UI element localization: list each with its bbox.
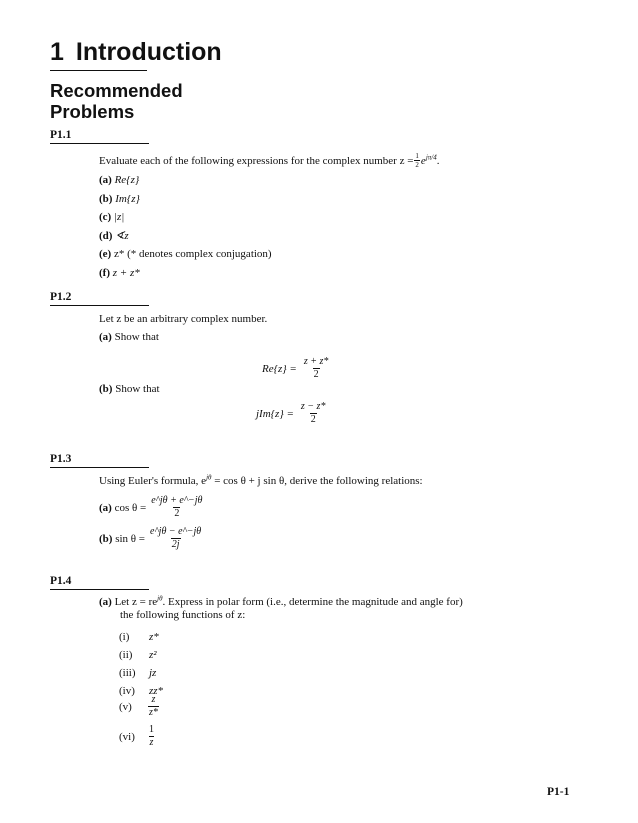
eq-denominator: 2: [313, 369, 319, 380]
part-label: (a): [99, 501, 112, 514]
part-label: (a): [99, 596, 112, 608]
item-expr: jz: [149, 667, 157, 679]
section-line-1: Recommended: [50, 80, 183, 101]
eq-denominator: 2: [174, 508, 180, 519]
list-item: [119, 664, 163, 682]
eq-denominator: 2j: [171, 539, 180, 550]
item-expr: z²: [149, 649, 157, 661]
p13-intro-sup: jθ: [206, 473, 212, 482]
problem-rule-p12: [50, 305, 149, 306]
problem-rule-p14: [50, 589, 149, 590]
p11-intro-text: Evaluate each of the following expressions for the complex number z =: [99, 154, 414, 167]
problem-label-p12: P1.2: [50, 291, 72, 303]
problem-label-p14: P1.4: [50, 575, 72, 587]
eq-numerator: e^jθ + e^−jθ: [151, 495, 203, 506]
chapter-rule: [50, 70, 147, 71]
problem-rule-p13: [50, 467, 149, 468]
p14-part-a-line-2: the following functions of z:: [120, 609, 246, 621]
eq-fraction: [300, 401, 327, 426]
chapter-number: 1: [50, 38, 64, 66]
item-label: (v): [119, 700, 132, 713]
section-heading: [50, 80, 183, 122]
eq-numerator: z + z*: [303, 356, 329, 367]
p12-equation-1: [262, 356, 331, 381]
item-label: (c): [99, 211, 112, 223]
item-label: (vi): [119, 730, 135, 743]
eq-denominator: 2: [310, 414, 316, 425]
p14-item-list: [119, 628, 163, 700]
item-text: ∢z: [115, 229, 129, 242]
list-item: [99, 227, 272, 246]
p13-part-b: [99, 526, 204, 551]
item-label: (iv): [119, 685, 135, 697]
problem-label-p11: P1.1: [50, 129, 72, 141]
item-denominator: z*: [149, 707, 158, 718]
list-item: [99, 208, 272, 227]
item-text: Re{z}: [114, 174, 140, 186]
p11-item-list: [99, 171, 272, 282]
p14-line1-sup: jθ: [157, 594, 163, 603]
eq-lhs: sin θ =: [115, 532, 146, 545]
item-text: |z|: [113, 211, 125, 223]
item-expr: z*: [149, 631, 159, 643]
item-label: (ii): [119, 649, 133, 661]
eq-lhs: cos θ =: [114, 501, 147, 514]
chapter-heading: [50, 38, 222, 67]
p11-half-den: 2: [415, 161, 419, 169]
item-text: z + z*: [112, 266, 140, 279]
list-item: [119, 628, 163, 646]
p12-part-a: [99, 331, 159, 343]
item-text: z* (* denotes complex conjugation): [113, 248, 272, 260]
p12-equation-2: [256, 401, 328, 426]
p13-intro-pre: Using Euler's formula, e: [99, 475, 207, 487]
item-fraction: [148, 724, 155, 749]
p11-intro: Evaluate each of the following expressions for the complex number z = $\frac{1}{2}$ $e^{j\pi/4}$ .: [99, 152, 440, 169]
eq-fraction: [149, 526, 202, 551]
eq-fraction: [303, 356, 330, 381]
list-item: [99, 264, 272, 283]
p11-exp: [420, 152, 437, 167]
p11-half-fraction: [414, 152, 420, 169]
item-label: (iii): [119, 667, 136, 679]
p11-half-num: 1: [415, 152, 419, 160]
eq-numerator: z − z*: [300, 401, 326, 412]
part-label: (b): [99, 532, 113, 545]
p14-item-vi: [119, 724, 157, 749]
chapter-title: Introduction: [75, 38, 222, 66]
p13-intro-post: = cos θ + j sin θ, derive the following relations:: [211, 475, 423, 487]
list-item: [99, 190, 272, 209]
problem-label-p13: P1.3: [50, 453, 72, 465]
part-text: Show that: [114, 331, 159, 343]
part-label: (a): [99, 331, 112, 343]
list-item: [119, 646, 163, 664]
p12-intro: Let z be an arbitrary complex number.: [99, 313, 268, 325]
problem-rule-p11: [50, 143, 149, 144]
item-numerator: z: [151, 694, 156, 705]
item-label: (a): [99, 174, 112, 186]
p13-intro: [99, 475, 423, 487]
item-label: (d): [99, 229, 113, 242]
item-label: (e): [99, 248, 112, 260]
part-text: Show that: [115, 383, 160, 395]
part-label: (b): [99, 383, 113, 395]
page-number: P1-1: [547, 786, 570, 798]
p14-item-v: [119, 694, 161, 719]
item-fraction: [148, 694, 159, 719]
item-label: (i): [119, 631, 130, 643]
p14-line1-post: . Express in polar form (i.e., determine the magnitude and angle for): [162, 596, 463, 608]
list-item: [99, 171, 272, 190]
eq-lhs: Re{z} =: [262, 362, 297, 375]
p11-exp-sup: jπ/4: [425, 152, 437, 161]
eq-lhs: jIm{z} =: [256, 407, 294, 420]
p11-exp-base: e: [420, 154, 426, 167]
item-label: (b): [99, 192, 113, 205]
p13-part-a: [99, 495, 205, 520]
item-expr: zz*: [149, 685, 164, 697]
item-denominator: z: [149, 737, 154, 748]
item-numerator: 1: [149, 724, 154, 735]
item-label: (f): [99, 266, 110, 279]
eq-fraction: [150, 495, 203, 520]
p12-part-b: [99, 383, 160, 395]
eq-numerator: e^jθ − e^−jθ: [150, 526, 202, 537]
item-text: Im{z}: [115, 192, 140, 205]
list-item: [99, 245, 272, 264]
section-line-2: Problems: [50, 101, 135, 122]
p14-part-a-line-1: [99, 596, 463, 608]
p14-line1-pre: Let z = re: [114, 596, 158, 608]
